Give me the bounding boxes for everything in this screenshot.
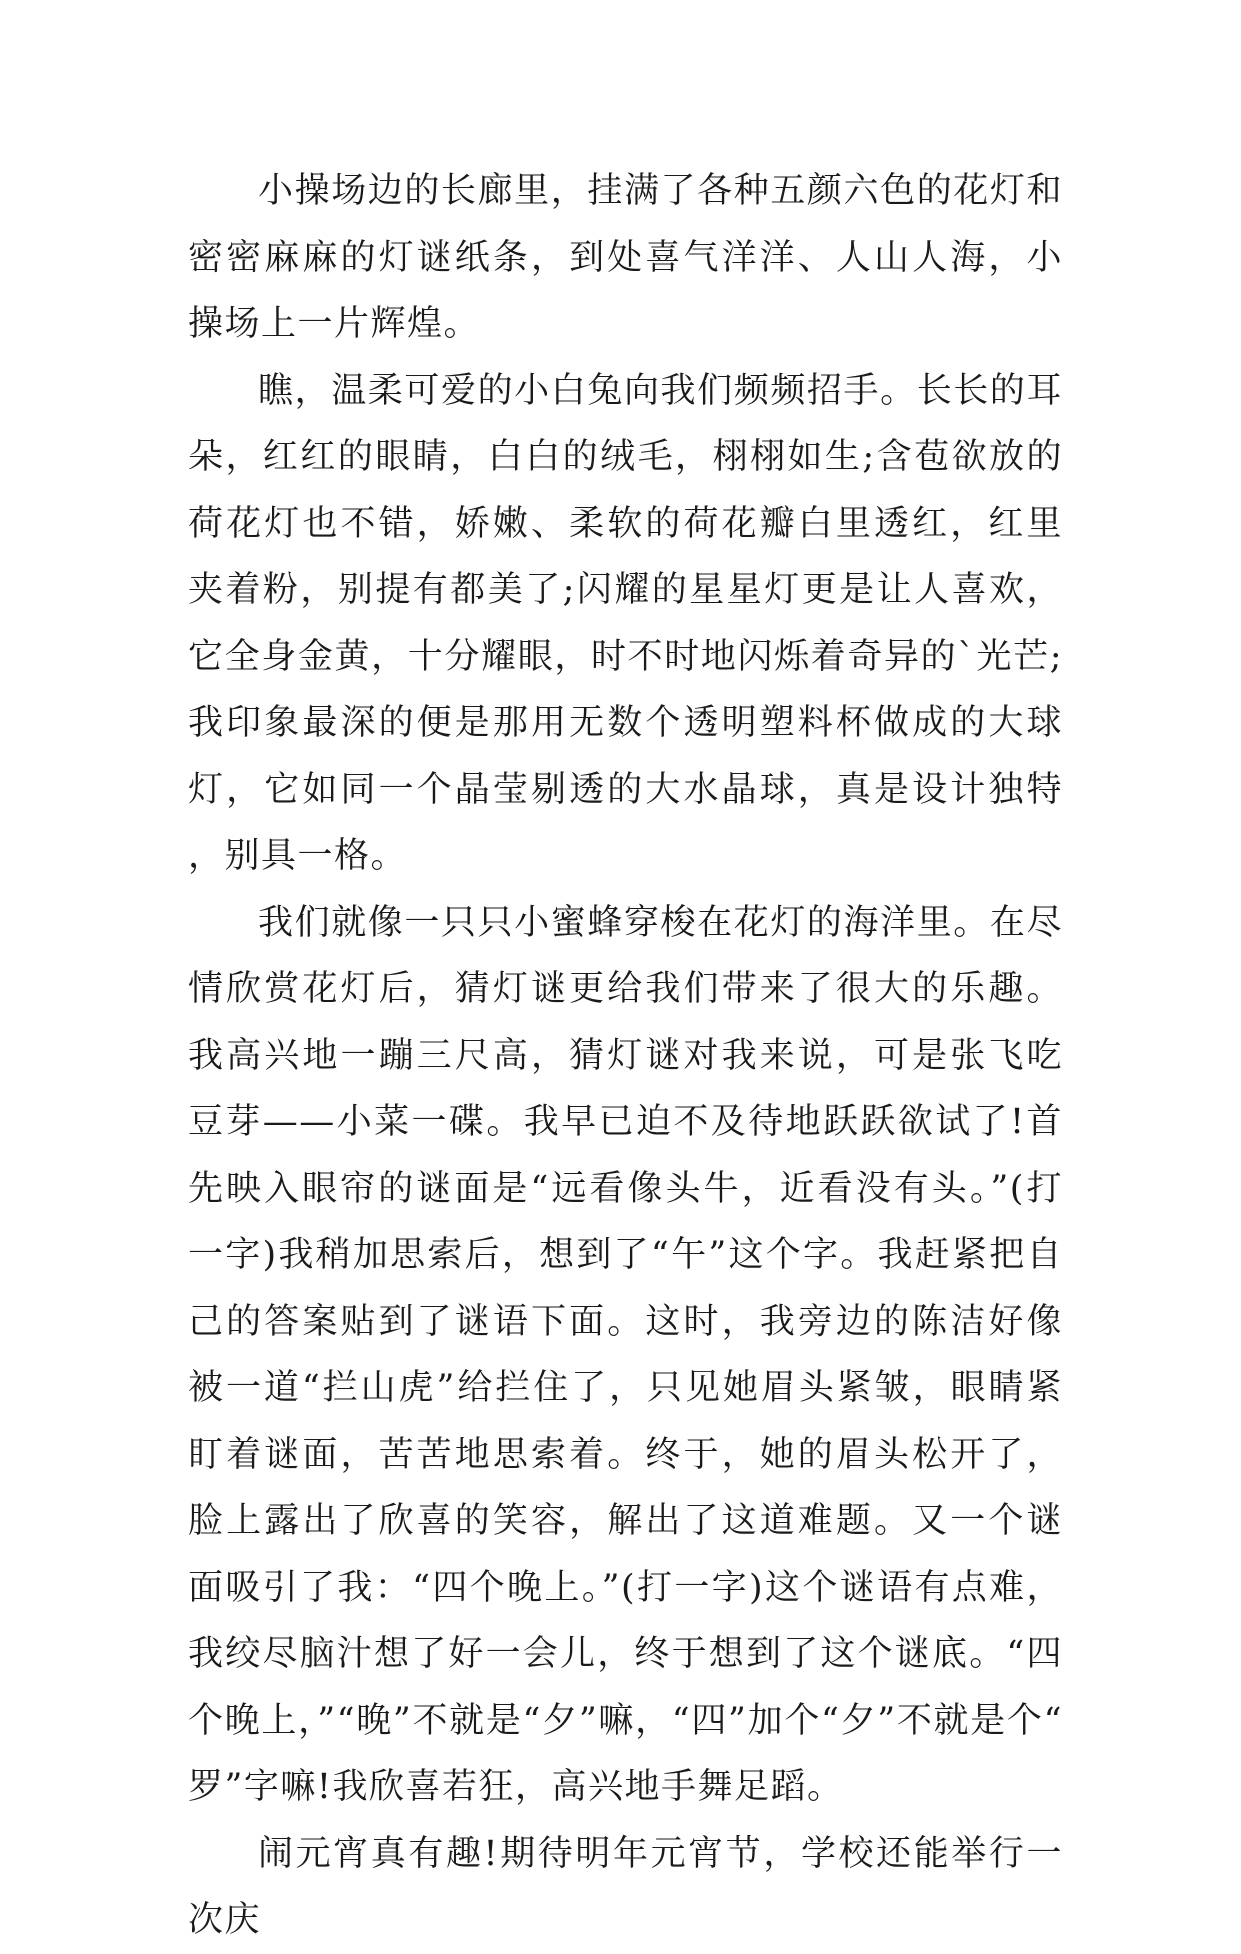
paragraph-lantern-descriptions: 瞧，温柔可爱的小白兔向我们频频招手。长长的耳朵，红红的眼睛，白白的绒毛，栩栩如生;含苞欲放的荷花灯也不错，娇嫩、柔软的荷花瓣白里透红，红里夹着粉，别提有都美了;闪耀的星星灯更是让人喜欢，它全身金黄，十分耀眼，时不时地闪烁着奇异的`光芒;我印象最深的便是那用无数个透明塑料杯做成的大球灯，它如同一个晶莹剔透的大水晶球，真是设计独特，别具一格。 <box>188 370 1063 876</box>
paragraph-riddle-guessing: 我们就像一只只小蜜蜂穿梭在花灯的海洋里。在尽情欣赏花灯后，猜灯谜更给我们带来了很大的乐趣。我高兴地一蹦三尺高，猜灯谜对我来说，可是张飞吃豆芽——小菜一碟。我早已迫不及待地跃跃欲试了!首先映入眼帘的谜面是“远看像头牛，近看没有头。”(打一字)我稍加思索后，想到了“午”这个字。我赶紧把自己的答案贴到了谜语下面。这时，我旁边的陈洁好像被一道“拦山虎”给拦住了，只见她眉头紧皱，眼睛紧盯着谜面，苦苦地思索着。终于，她的眉头松开了，脸上露出了欣喜的笑容，解出了这道难题。又一个谜面吸引了我：“四个晚上。”(打一字)这个谜语有点难，我绞尽脑汁想了好一会儿，终于想到了这个谜底。“四个晚上，”“晚”不就是“夕”嘛，“四”加个“夕”不就是个“罗”字嘛!我欣喜若狂，高兴地手舞足蹈。 <box>188 902 1063 1807</box>
paragraph-lantern-corridor: 小操场边的长廊里，挂满了各种五颜六色的花灯和密密麻麻的灯谜纸条，到处喜气洋洋、人山人海，小操场上一片辉煌。 <box>188 171 1063 344</box>
document-body <box>188 158 1063 1954</box>
paragraph-conclusion: 闹元宵真有趣!期待明年元宵节，学校还能举行一次庆 <box>188 1833 1063 1940</box>
